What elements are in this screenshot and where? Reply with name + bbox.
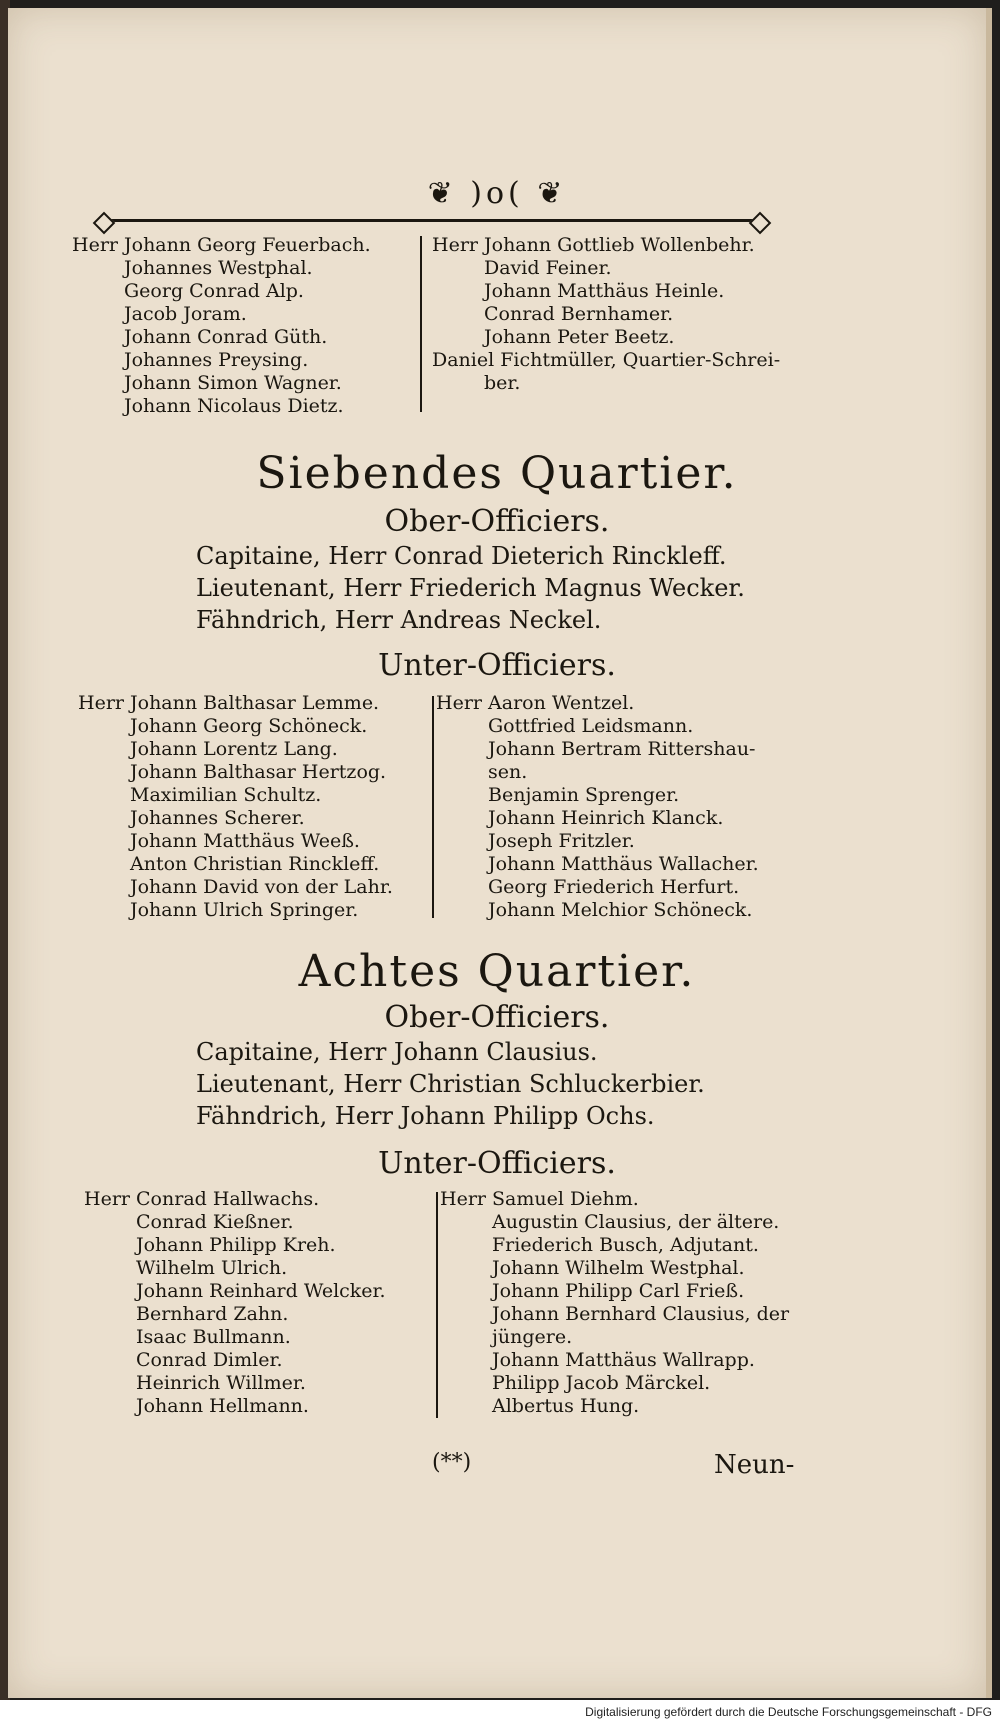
list-item: Johann Simon Wagner. [124,372,342,394]
page-edge [986,8,992,1698]
list-item: Johannes Preysing. [124,349,309,371]
list-item: Capitaine, Herr Johann Clausius. [196,1038,598,1066]
header-text: )o( [470,176,524,211]
list-item: Albertus Hung. [492,1395,640,1417]
list-item: Lieutenant, Herr Friederich Magnus Wecker. [196,574,745,602]
signature-mark: (**) [432,1450,472,1475]
list-item: ber. [484,372,521,394]
list-item: Capitaine, Herr Conrad Dieterich Rinckleff. [196,542,727,570]
list-item: Johannes Scherer. [130,807,305,829]
list-item: Georg Conrad Alp. [124,280,304,302]
list-item: Fähndrich, Herr Andreas Neckel. [196,606,602,634]
list-item: Conrad Dimler. [136,1349,283,1371]
list-item: Johann Balthasar Hertzog. [130,761,387,783]
list-item: Johann Reinhard Welcker. [136,1280,386,1302]
list-item: Johann Bernhard Clausius, der [492,1303,790,1325]
list-item: Lieutenant, Herr Christian Schluckerbier. [196,1070,705,1098]
q7-divider [432,696,434,918]
list-item: Daniel Fichtmüller, Quartier-Schrei- [432,349,781,371]
list-item: Joseph Fritzler. [488,830,635,852]
list-item: Herr Johann Balthasar Lemme. [78,692,380,714]
list-item: Johann Conrad Güth. [124,326,328,348]
list-item: Johann Wilhelm Westphal. [492,1257,745,1279]
list-item: Herr Samuel Diehm. [440,1188,639,1210]
list-item: Jacob Joram. [124,303,247,325]
list-item: Johann Matthäus Heinle. [484,280,725,302]
block1-divider [420,236,422,412]
q7-officers [196,540,745,636]
list-item: Herr Johann Gottlieb Wollenbehr. [432,234,755,256]
list-item: Johann Matthäus Wallrapp. [492,1349,755,1371]
list-item: Benjamin Sprenger. [488,784,680,806]
list-item: Johannes Westphal. [124,257,313,279]
list-item: Johann Heinrich Klanck. [488,807,724,829]
q7-title: Siebendes Quartier. [256,448,738,499]
q7-right-column [436,692,759,922]
block1-right-column [432,234,780,395]
list-item: Augustin Clausius, der ältere. [492,1211,780,1233]
list-item: Johann Lorentz Lang. [130,738,338,760]
list-item: Johann Georg Schöneck. [130,715,368,737]
q8-divider [436,1192,438,1418]
q7-unter-heading: Unter-Officiers. [378,648,616,683]
header-rule [102,219,762,222]
list-item: Heinrich Willmer. [136,1372,306,1394]
list-item: Gottfried Leidsmann. [488,715,694,737]
list-item: Herr Aaron Wentzel. [436,692,635,714]
list-item: Johann Ulrich Springer. [130,899,359,921]
list-item: Philipp Jacob Märckel. [492,1372,711,1394]
list-item: Herr Conrad Hallwachs. [84,1188,320,1210]
list-item: Bernhard Zahn. [136,1303,289,1325]
ornament-left-icon: ❦ [427,176,457,211]
q8-title: Achtes Quartier. [298,946,696,997]
list-item: Herr Johann Georg Feuerbach. [72,234,371,256]
q8-right-column [440,1188,789,1418]
q7-left-column [78,692,393,922]
list-item: Friederich Busch, Adjutant. [492,1234,759,1256]
list-item: Isaac Bullmann. [136,1326,291,1348]
list-item: Johann Philipp Kreh. [136,1234,336,1256]
list-item: Conrad Bernhamer. [484,303,674,325]
list-item: Anton Christian Rinckleff. [130,853,380,875]
list-item: Johann Melchior Schöneck. [488,899,753,921]
list-item: David Feiner. [484,257,612,279]
catchword: Neun- [714,1450,795,1480]
q8-officers [196,1036,705,1132]
list-item: Johann Bertram Rittershau- [488,738,756,760]
footer-credit: Digitalisierung gefördert durch die Deutsche Forschungsgemeinschaft - DFG [0,1700,1000,1724]
q8-unter-heading: Unter-Officiers. [378,1146,616,1181]
q8-ober-heading: Ober-Officiers. [384,1000,610,1035]
q8-left-column [84,1188,386,1418]
list-item: Johann Philipp Carl Frieß. [492,1280,745,1302]
ornament-right-icon: ❦ [537,176,567,211]
list-item: jüngere. [492,1326,573,1348]
list-item: Johann Nicolaus Dietz. [124,395,344,417]
list-item: Johann Matthäus Weeß. [130,830,360,852]
list-item: Fähndrich, Herr Johann Philipp Ochs. [196,1102,655,1130]
list-item: Maximilian Schultz. [130,784,322,806]
page-header-ornament [8,176,986,211]
list-item: Johann Hellmann. [136,1395,309,1417]
list-item: Conrad Kießner. [136,1211,294,1233]
block1-left-column [72,234,371,418]
list-item: Wilhelm Ulrich. [136,1257,288,1279]
q7-ober-heading: Ober-Officiers. [384,504,610,539]
list-item: sen. [488,761,528,783]
list-item: Georg Friederich Herfurt. [488,876,740,898]
book-page [8,8,986,1698]
list-item: Johann David von der Lahr. [130,876,393,898]
list-item: Johann Matthäus Wallacher. [488,853,759,875]
list-item: Johann Peter Beetz. [484,326,675,348]
